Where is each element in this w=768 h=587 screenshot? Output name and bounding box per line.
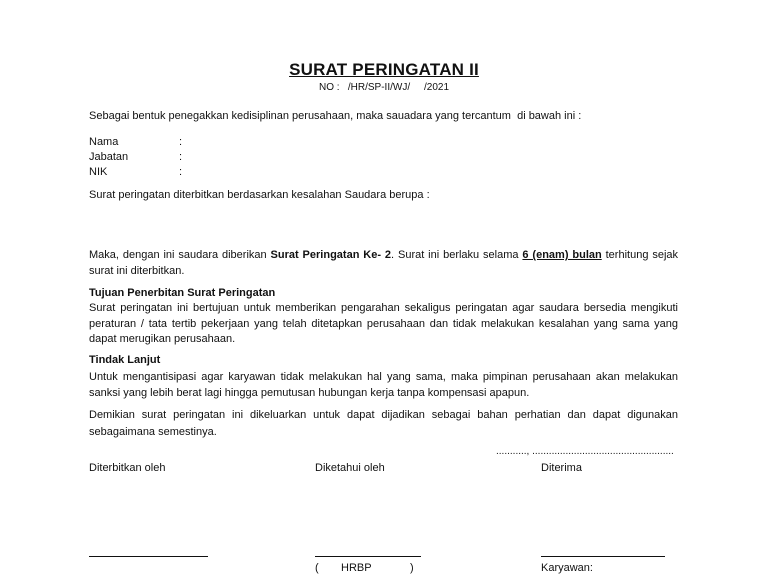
field-label-nik: NIK [89, 166, 108, 178]
basis-text: Surat peringatan diterbitkan berdasarkan kesalahan Saudara berupa : [89, 189, 430, 201]
intro-text: Sebagai bentuk penegakkan kedisiplinan perusahaan, maka sauadara yang tercantum di bawah ini : [89, 110, 582, 122]
issued-by-label: Diterbitkan oleh [89, 462, 166, 474]
received-signature-line [541, 556, 665, 557]
field-label-nama: Nama [89, 136, 119, 148]
issued-signature-line [89, 556, 208, 557]
decision-text-3: terhitung sejak surat ini diterbitkan. [89, 249, 679, 277]
acknowledged-signature-line [315, 556, 421, 557]
decision-text-2: . Surat ini berlaku selama [391, 249, 523, 261]
date-placeholder: ..........., ................................................... [496, 446, 674, 457]
followup-heading: Tindak Lanjut [89, 354, 161, 366]
received-by-label: Diterima [541, 462, 582, 474]
letter-title: SURAT PERINGATAN II [289, 60, 479, 79]
hrbp-open-paren: ( [315, 562, 319, 574]
followup-body: Untuk mengantisipasi agar karyawan tidak melakukan hal yang sama, maka pimpinan perusahaan akan melakukan sanksi yang lebih berat lagi hingga pemutusan hubungan kerja tanpa kompensasi apapun. [89, 371, 678, 399]
hrbp-close-paren: ) [410, 562, 414, 574]
purpose-heading: Tujuan Penerbitan Surat Peringatan [89, 287, 276, 299]
warning-level: Surat Peringatan Ke- 2 [270, 249, 392, 261]
closing-paragraph: Demikian surat peringatan ini dikeluarkan untuk dapat dijadikan sebagai bahan perhatian dan dapat digunakan sebagaimana semestinya. [89, 409, 678, 438]
letter-number: NO : /HR/SP-II/WJ/ /2021 [318, 82, 450, 93]
field-colon-nama: : [179, 136, 183, 148]
acknowledged-by-label: Diketahui oleh [315, 462, 385, 474]
field-colon-jabatan: : [179, 151, 183, 163]
validity-period: 6 (enam) bulan [522, 249, 602, 261]
decision-text-1: Maka, dengan ini saudara diberikan [89, 249, 271, 261]
employee-label: Karyawan: [541, 562, 593, 574]
field-colon-nik: : [179, 166, 183, 178]
hrbp-label: HRBP [341, 562, 372, 574]
purpose-body: Surat peringatan ini bertujuan untuk memberikan pengarahan sekaligus peringatan agar saudara bersedia mengikuti peraturan / tata tertib pekerjaan yang telah ditetapkan perusahaan dan tidak melakukan kesalahan yang sama yang dapat merugikan perusahaan. [89, 302, 678, 345]
field-label-jabatan: Jabatan [89, 151, 129, 163]
decision-paragraph [89, 248, 678, 279]
